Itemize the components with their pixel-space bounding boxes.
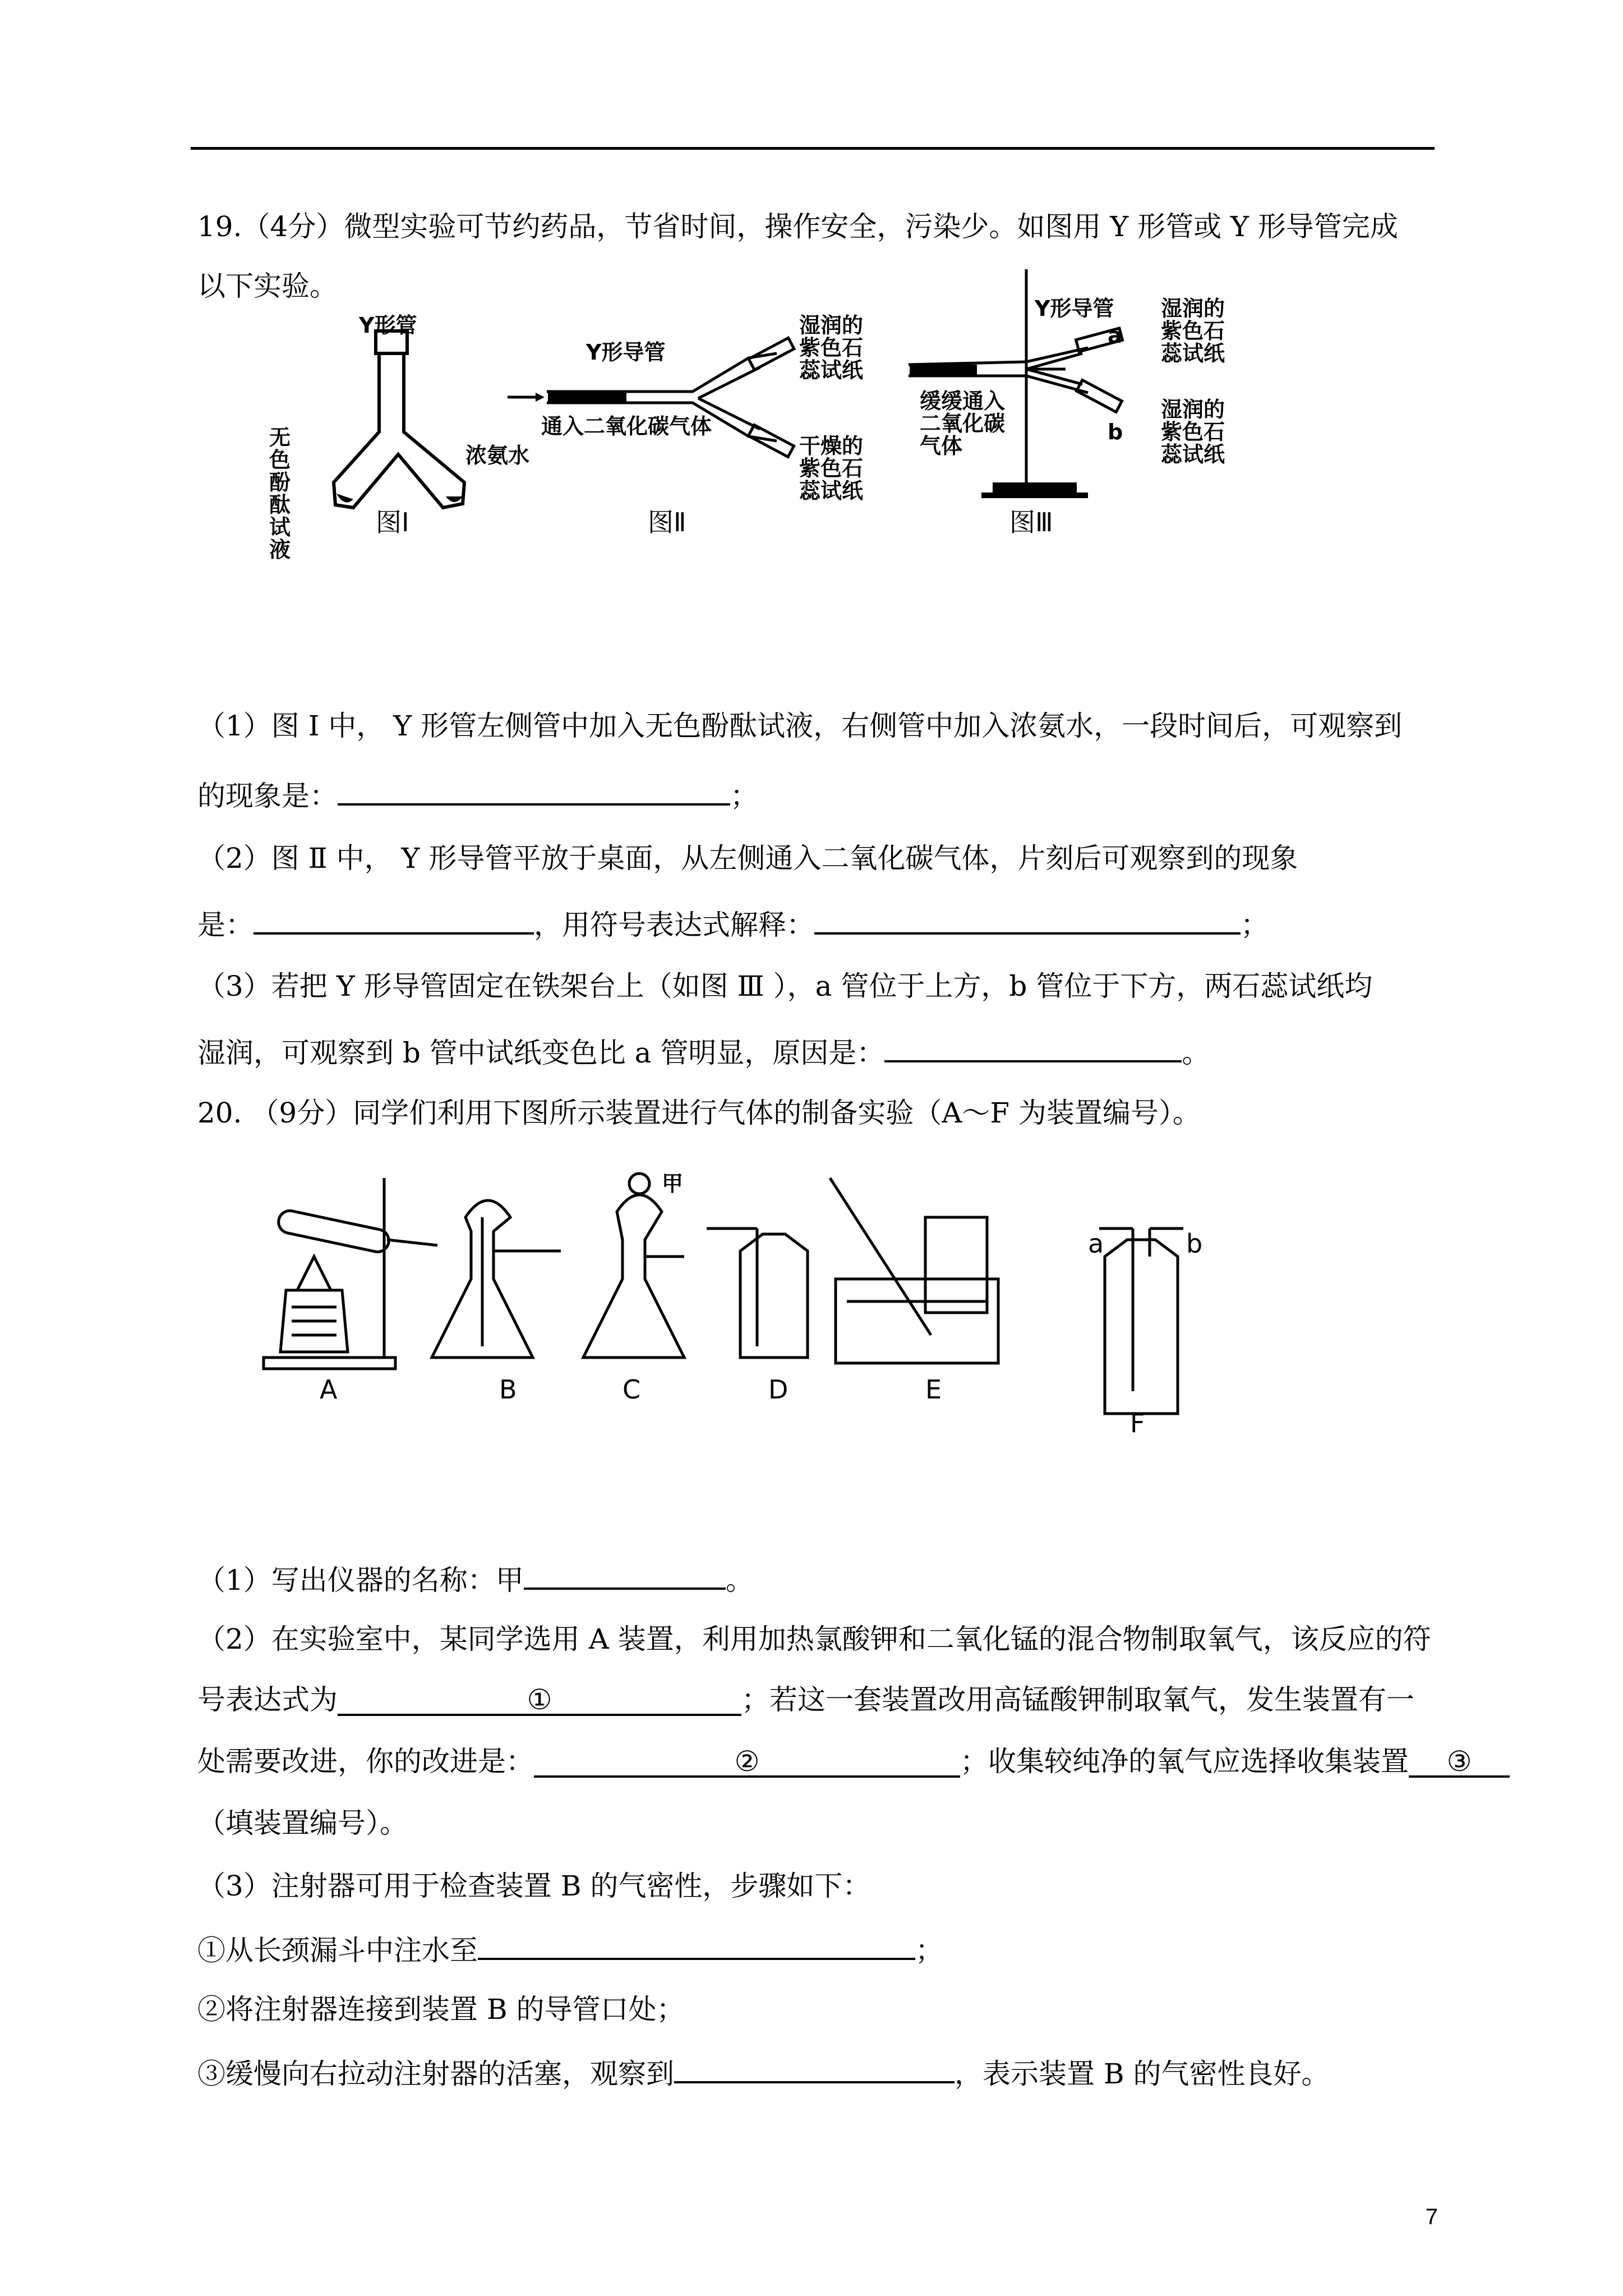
q20-part2-line3-rest: ；收集较纯净的氧气应选择收集装置 (960, 1745, 1409, 1778)
q19-part2-end: ； (1241, 909, 1269, 941)
fig2-label-wet-litmus: 湿润的紫色石蕊试纸 (799, 313, 864, 383)
q19-part3-reason-blank[interactable] (884, 1032, 1182, 1062)
page-number: 7 (1425, 2205, 1438, 2229)
apparatus-label-a: A (320, 1374, 338, 1405)
q20-part2-blank-3[interactable]: ③ (1409, 1747, 1510, 1778)
q20-step1-blank[interactable] (478, 1930, 915, 1960)
q20-part1 (197, 1559, 754, 1598)
q20-step3-end: ，表示装置 B 的气密性良好。 (955, 2058, 1330, 2090)
fig1-label-ammonia: 浓氨水 (465, 443, 530, 468)
fig3-label-y-tube: Y形导管 (1035, 296, 1114, 321)
q19-part2-mid: ，用符号表达式解释： (534, 909, 814, 941)
q20-intro: 20. （9分）同学们利用下图所示装置进行气体的制备实验（A～F 为装置编号）。 (197, 1097, 1201, 1129)
apparatus-drawing (258, 1167, 1245, 1436)
fig3-caption: 图Ⅲ (1009, 507, 1053, 537)
q20-part2-prompt: 号表达式为 (197, 1683, 338, 1716)
q20-step1-end: ； (915, 1934, 943, 1967)
q19-part2-equation-blank[interactable] (814, 904, 1241, 935)
q19-part2-line2 (197, 904, 1269, 943)
apparatus-label-c: C (623, 1374, 641, 1405)
apparatus-f-port-a: a (1088, 1228, 1104, 1259)
q20-part2-line3-prompt: 处需要改进，你的改进是： (197, 1745, 534, 1778)
apparatus-label-d: D (768, 1374, 789, 1405)
q19-part3-line1: （3）若把 Y 形导管固定在铁架台上（如图 Ⅲ ），a 管位于上方，b 管位于下方，两石蕊试纸均 (197, 970, 1373, 1002)
fig3-label-wet-litmus-a: 湿润的紫色石蕊试纸 (1161, 296, 1225, 366)
q19-intro-line1: 19.（4分）微型实验可节约药品，节省时间，操作安全，污染少。如图用 Y 形管或 Y 形导管完成 (197, 210, 1398, 243)
q20-step1 (197, 1930, 943, 1968)
fig2-caption: 图Ⅱ (648, 507, 686, 537)
q20-part1-end: 。 (725, 1564, 754, 1596)
q20-part2-line2-rest: ；若这一套装置改用高锰酸钾制取氧气，发生装置有一 (741, 1683, 1414, 1716)
q20-step1-prompt: ①从长颈漏斗中注水至 (197, 1934, 478, 1967)
apparatus-label-jia: 甲 (662, 1171, 684, 1196)
apparatus-f-port-b: b (1186, 1228, 1203, 1259)
fig1-label-y-tube: Y形管 (359, 313, 417, 338)
q20-part2-line2 (197, 1682, 1414, 1718)
q20-step3 (197, 2053, 1330, 2092)
q20-part1-answer-blank[interactable] (524, 1559, 726, 1590)
q19-part3-end: 。 (1182, 1037, 1210, 1069)
figure-3-y-tube-on-stand (897, 269, 1290, 550)
q20-step3-blank[interactable] (674, 2053, 955, 2083)
q20-part2-line4: （填装置编号）。 (197, 1807, 408, 1839)
q19-intro-line2: 以下实验。 (197, 270, 338, 302)
q20-step2: ②将注射器连接到装置 B 的导管口处； (197, 1993, 685, 2026)
fig1-caption: 图Ⅰ (376, 507, 409, 537)
figure-apparatus-a-to-f (258, 1167, 1245, 1436)
q19-part1-answer-blank[interactable] (338, 775, 730, 806)
q19-part2-phenomenon-blank[interactable] (253, 904, 534, 935)
fig1-label-phenolphthalein: 无色酚酞试液 (269, 425, 291, 562)
q19-part1-line2 (197, 775, 758, 814)
fig3-label-wet-litmus-b: 湿润的紫色石蕊试纸 (1161, 397, 1225, 467)
fig3-label-b: b (1108, 420, 1123, 444)
q19-part3-line2 (197, 1032, 1210, 1071)
fig3-label-co2-in: 缓缓通入二氧化碳气体 (920, 389, 1006, 458)
q19-part1-end: ； (730, 780, 758, 812)
q20-part2-line3 (197, 1743, 1510, 1779)
q20-part3-line1: （3）注射器可用于检查装置 B 的气密性，步骤如下： (197, 1870, 871, 1902)
fig2-label-dry-litmus: 干燥的紫色石蕊试纸 (799, 434, 864, 503)
q19-part1-prompt: 的现象是： (197, 780, 338, 812)
fig2-label-co2-in: 通入二氧化碳气体 (541, 414, 712, 439)
q19-part3-prompt: 湿润，可观察到 b 管中试纸变色比 a 管明显，原因是： (197, 1037, 885, 1069)
fig2-label-y-tube: Y形导管 (586, 340, 666, 365)
q19-part1-line1: （1）图 Ⅰ 中， Y 形管左侧管中加入无色酚酞试液，右侧管中加入浓氨水，一段时间后，可观察到 (197, 710, 1403, 742)
q19-part2-prompt: 是： (197, 909, 253, 941)
apparatus-label-f: F (1130, 1408, 1145, 1438)
apparatus-label-e: E (925, 1374, 942, 1405)
figure-1-y-tube (269, 313, 538, 562)
q20-step3-prompt: ③缓慢向右拉动注射器的活塞，观察到 (197, 2058, 674, 2090)
q20-part2-line1: （2）在实验室中，某同学选用 A 装置，利用加热氯酸钾和二氧化锰的混合物制取氧气，该反应的符 (197, 1623, 1431, 1655)
figure-2-y-tube-flat (508, 314, 878, 550)
fig3-label-a: a (1108, 323, 1122, 348)
q20-part2-blank-1[interactable]: ① (338, 1686, 741, 1716)
header-rule (191, 147, 1435, 150)
apparatus-label-b: B (499, 1374, 517, 1405)
q19-part2-line1: （2）图 Ⅱ 中， Y 形导管平放于桌面，从左侧通入二氧化碳气体，片刻后可观察到的现象 (197, 842, 1298, 875)
q20-part1-prompt: （1）写出仪器的名称：甲 (197, 1564, 524, 1596)
q20-part2-blank-2[interactable]: ② (534, 1747, 960, 1778)
